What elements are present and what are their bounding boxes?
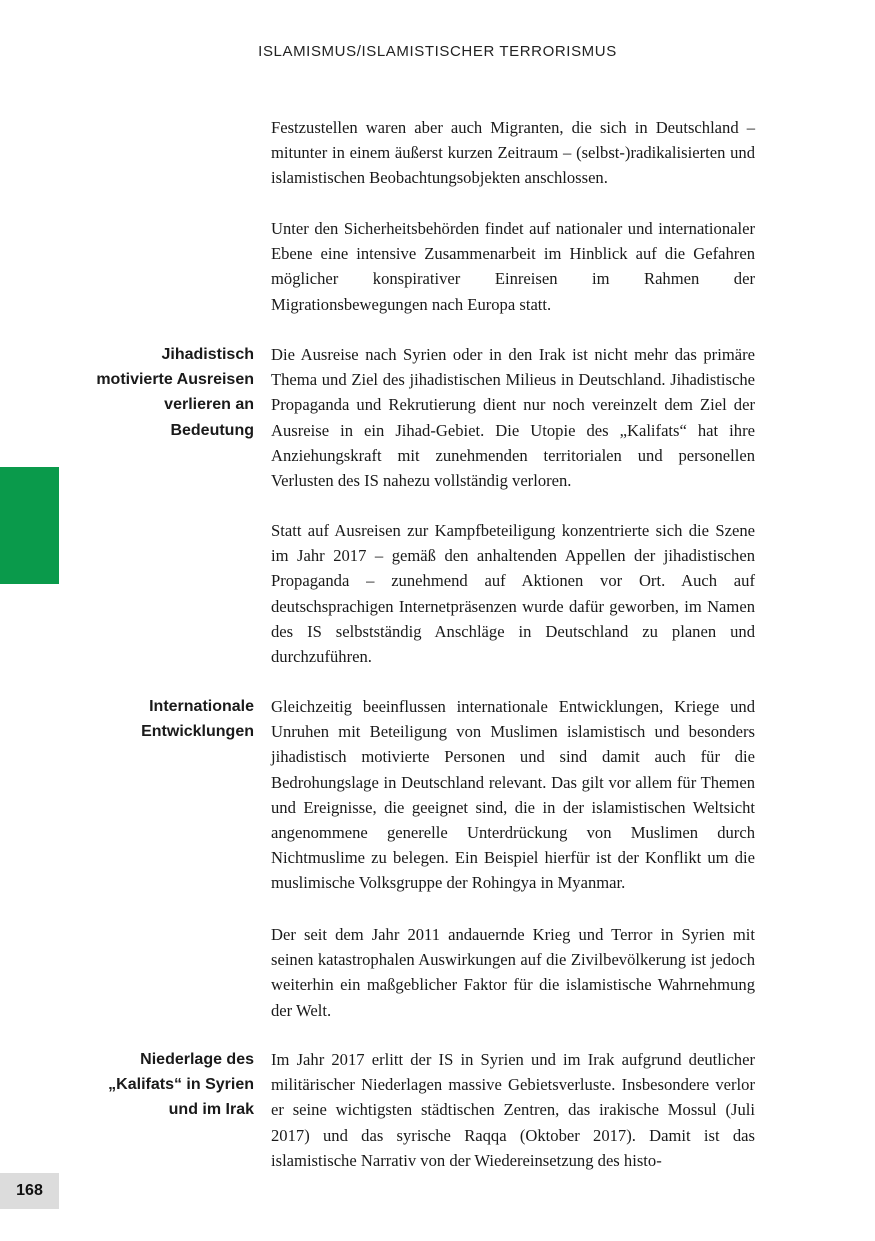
- paragraph-international: Gleichzeitig beeinflussen internationale Entwicklungen, Kriege und Unruhen mit Beteiligung von Muslimen islamistisch und besonders jihadistisch motivierte Personen und sind damit auch für die Bedrohungslage in Deutschland relevant. Das gilt vor allem für Themen und Ereignisse, die geeignet sind, die in der islamistischen Weltsicht angenommene generelle Unterdrückung von Muslimen durch Nichtmuslime zu belegen. Ein Beispiel hierfür ist der Konflikt um die muslimische Volksgruppe der Rohingya in Myanmar.: [271, 697, 755, 893]
- margin-note-niederlage: Niederlage des „Kalifats“ in Syrien und im Irak: [108, 1051, 254, 1119]
- margin-note-ausreisen: Jihadistisch motivierte Ausreisen verlieren an Bedeutung: [96, 346, 254, 439]
- paragraph-cooperation: Unter den Sicherheitsbehörden findet auf nationaler und internationaler Ebene eine intensive Zusammenarbeit im Hinblick auf die Gefahren möglicher konspirativer Einreisen im Rahmen der Migrationsbewegungen nach Europa statt.: [271, 219, 755, 314]
- page-number: 168: [0, 1173, 59, 1209]
- paragraph-migrants: Festzustellen waren aber auch Migranten, die sich in Deutschland – mitunter in einem äußerst kurzen Zeitraum – (selbst-)radikalisierten und islamistischen Beobachtungsobjekten anschlossen.: [271, 118, 755, 188]
- section-color-tab: [0, 467, 59, 584]
- paragraph-ausreise: Die Ausreise nach Syrien oder in den Irak ist nicht mehr das primäre Thema und Ziel des jihadistischen Milieus in Deutschland. Jihadistische Propaganda und Rekrutierung dient nur noch vereinzelt dem Ziel der Ausreise in ein Jihad-Gebiet. Die Utopie des „Kalifats“ hat ihre Anziehungskraft mit zunehmenden territorialen und personellen Verlusten des IS nahezu vollständig verloren.: [271, 345, 755, 491]
- paragraph-kampfbeteiligung: Statt auf Ausreisen zur Kampfbeteiligung konzentrierte sich die Szene im Jahr 2017 – gemäß den anhaltenden Appellen der jihadistischen Propaganda – zunehmend auf Aktionen vor Ort. Auch auf deutschsprachigen Internetpräsenzen wurde dafür geworben, im Namen des IS selbstständig Anschläge in Deutschland zu planen und durchzuführen.: [271, 521, 755, 667]
- paragraph-niederlage: Im Jahr 2017 erlitt der IS in Syrien und im Irak aufgrund deutlicher militärischer Niederlagen massive Gebietsverluste. Insbesondere verlor er seine wichtigsten städtischen Zentren, das irakische Mossul (Juli 2017) und das syrische Raqqa (Oktober 2017). Damit ist das islamistische Narrativ von der Wiedereinsetzung des histo-: [271, 1050, 755, 1170]
- margin-note-international: Internationale Entwicklungen: [141, 698, 254, 741]
- paragraph-syrien-krieg: Der seit dem Jahr 2011 andauernde Krieg und Terror in Syrien mit seinen katastrophalen Auswirkungen auf die Zivilbevölkerung ist jedoch weiterhin ein maßgeblicher Faktor für die islamistische Wahrnehmung der Welt.: [271, 925, 755, 1020]
- running-head: ISLAMISMUS/ISLAMISTISCHER TERRORISMUS: [258, 43, 617, 60]
